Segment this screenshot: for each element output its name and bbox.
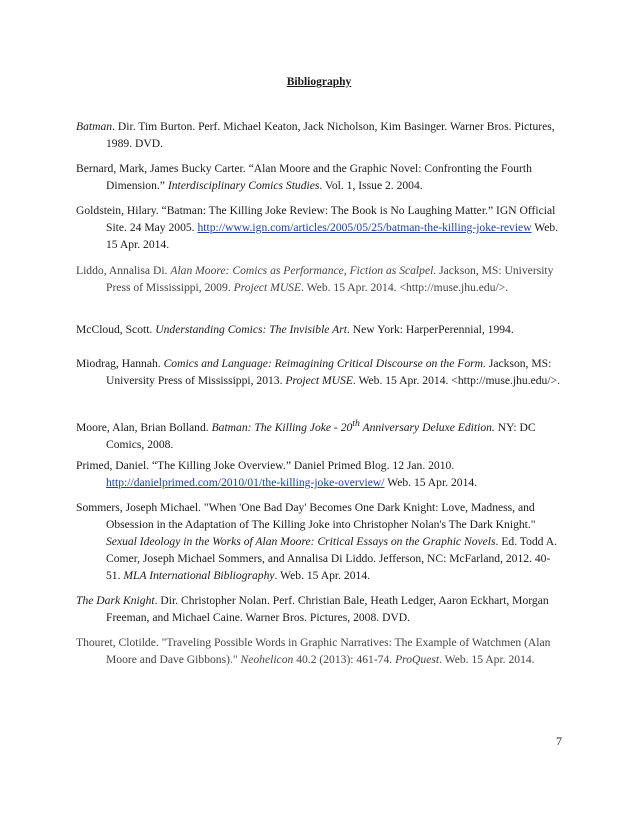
bib-entry-batman: Batman. Dir. Tim Burton. Perf. Michael Keaton, Jack Nicholson, Kim Basinger. Warner Bros. Pictures, 1989. DVD. bbox=[76, 120, 555, 150]
bib-entry-sommers: Sommers, Joseph Michael. "When 'One Bad Day' Becomes One Dark Knight: Love, Madness, and Obsession in the Adaptation of The Killing Joke into Christopher Nolan's The Dark Knight." Sexual Ideology in the Works of Alan Moore: Critical Essays on the Graphic Novels. Ed. Todd A. Comer, Joseph Michael Sommers, and Annalisa Di Liddo. Jefferson, NC: McFarland, 2012. 40-51. MLA International Bibliography. Web. 15 Apr. 2014. bbox=[76, 501, 557, 582]
bib-entry-mccloud: McCloud, Scott. Understanding Comics: The Invisible Art. New York: HarperPerennial, 1994. bbox=[76, 323, 514, 336]
bib-entry-moore: Moore, Alan, Brian Bolland. Batman: The Killing Joke - 20th Anniversary Deluxe Edition. NY: DC Comics, 2008. bbox=[76, 418, 536, 451]
bib-entry-liddo: Liddo, Annalisa Di. Alan Moore: Comics as Performance, Fiction as Scalpel. Jackson, MS: University Press of Mississippi, 2009. Project MUSE. Web. 15 Apr. 2014. <http://muse.jhu.edu/>. bbox=[76, 264, 554, 294]
bib-entry-thouret: Thouret, Clotilde. "Traveling Possible Words in Graphic Narratives: The Example of Watchmen (Alan Moore and Dave Gibbons)." Neohelicon 40.2 (2013): 461-74. ProQuest. Web. 15 Apr. 2014. bbox=[76, 636, 551, 666]
danielprimed-link[interactable]: http://danielprimed.com/2010/01/the-killing-joke-overview/ bbox=[106, 476, 385, 489]
bib-entry-goldstein: Goldstein, Hilary. “Batman: The Killing Joke Review: The Book is No Laughing Matter.” IGN Official Site. 24 May 2005. http://www.ign.com/articles/2005/05/25/batman-the-killing-joke-review Web. 15 Apr. 2014. bbox=[76, 204, 559, 251]
bib-entry-primed: Primed, Daniel. “The Killing Joke Overview.” Daniel Primed Blog. 12 Jan. 2010. http://danielprimed.com/2010/01/the-killing-joke-overview/ Web. 15 Apr. 2014. bbox=[76, 459, 478, 489]
bib-entry-miodrag: Miodrag, Hannah. Comics and Language: Reimagining Critical Discourse on the Form. Jackson, MS: University Press of Mississippi, 2013. Project MUSE. Web. 15 Apr. 2014. <http://muse.jhu.edu/>. bbox=[76, 357, 561, 387]
page-title: Bibliography bbox=[286, 76, 352, 88]
ign-link[interactable]: http://www.ign.com/articles/2005/05/25/batman-the-killing-joke-review bbox=[197, 221, 532, 234]
page-number: 7 bbox=[556, 734, 562, 748]
bib-entry-dark-knight: The Dark Knight. Dir. Christopher Nolan. Perf. Christian Bale, Heath Ledger, Aaron Eckhart, Morgan Freeman, and Michael Caine. Warner Bros. Pictures, 2008. DVD. bbox=[76, 594, 549, 624]
bib-entry-bernard: Bernard, Mark, James Bucky Carter. “Alan Moore and the Graphic Novel: Confronting the Fourth Dimension.” Interdisciplinary Comics Studies. Vol. 1, Issue 2. 2004. bbox=[76, 162, 532, 192]
